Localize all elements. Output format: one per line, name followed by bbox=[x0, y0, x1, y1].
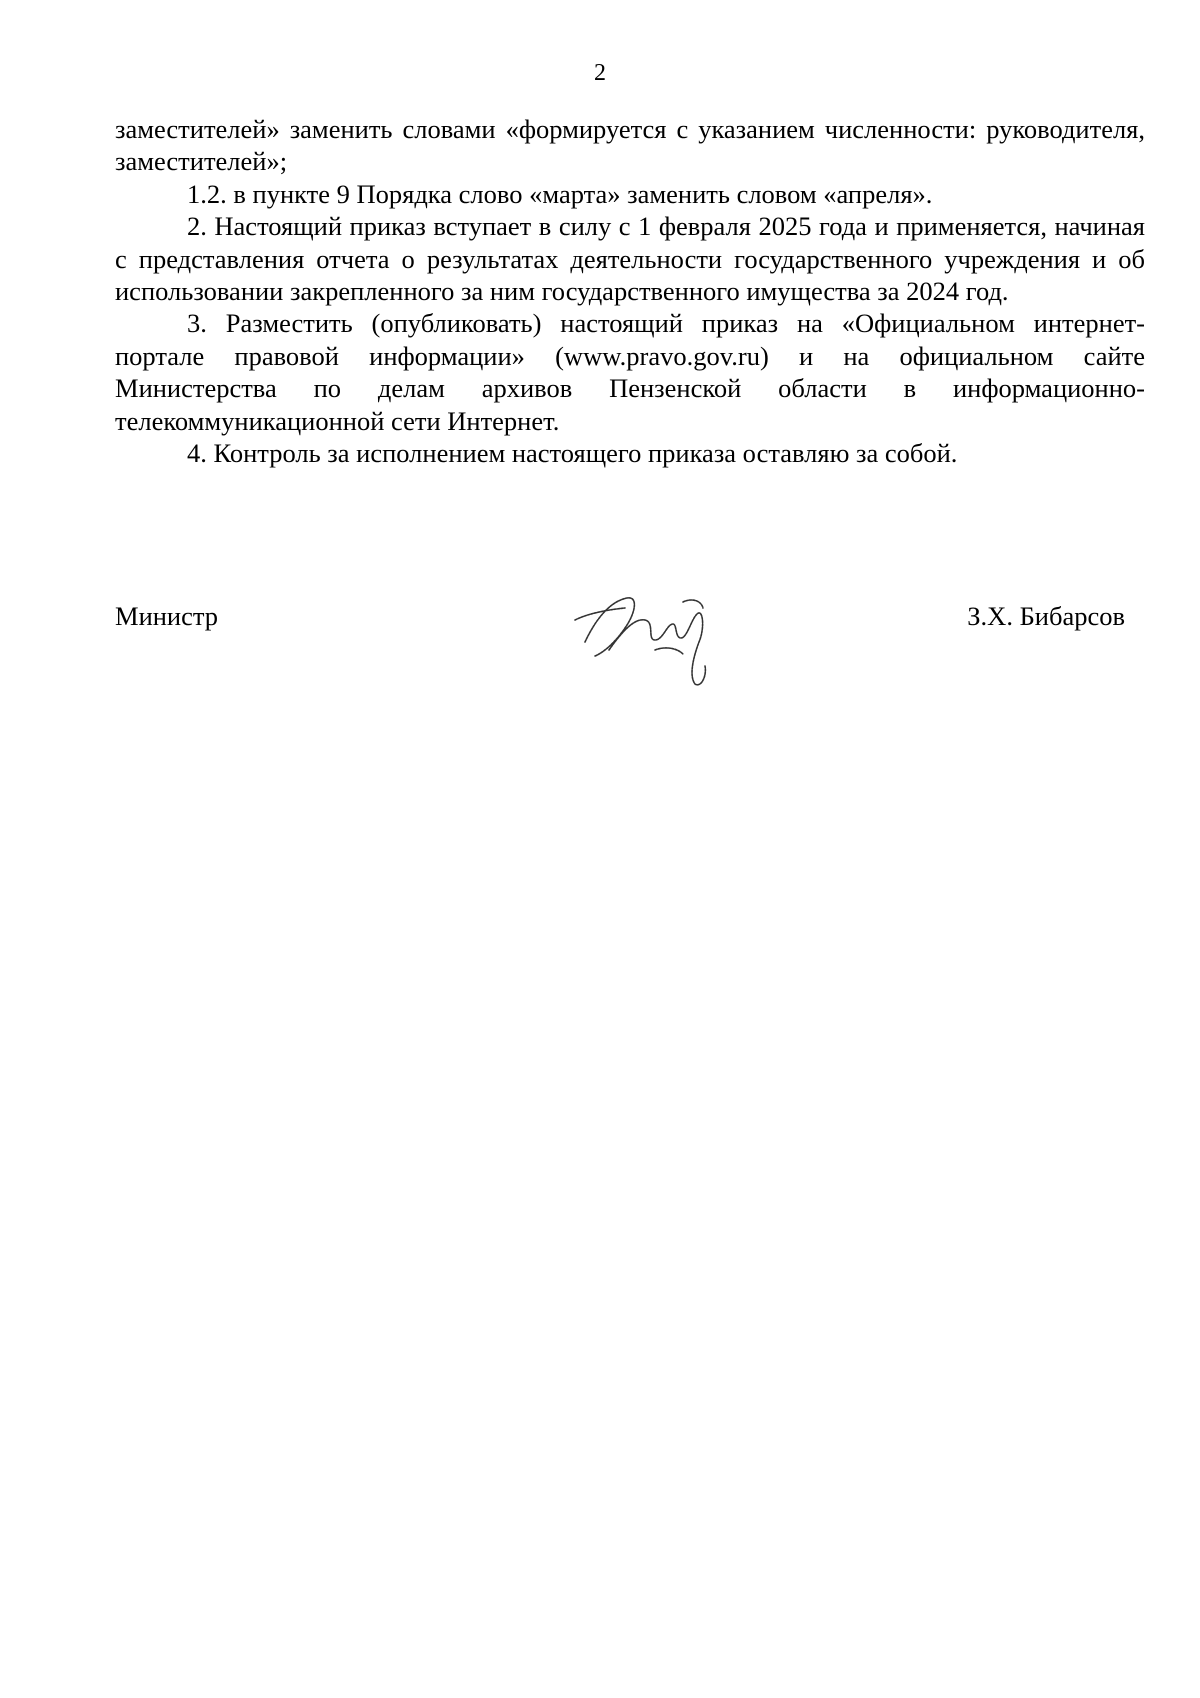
document-body bbox=[115, 113, 1145, 469]
page-number: 2 bbox=[594, 60, 606, 86]
paragraph-1-2: 1.2. в пункте 9 Порядка слово «марта» заменить словом «апреля». bbox=[187, 178, 933, 209]
paragraph-2: 2. Настоящий приказ вступает в силу с 1 февраля 2025 года и применяется, начиная с представления отчета о результатах деятельности государственного учреждения и об использовании закрепленного за ним государственного имущества за 2024 год. bbox=[115, 211, 1145, 307]
signature-block bbox=[115, 590, 1125, 700]
paragraph-continuation: заместителей» заменить словами «формируется с указанием численности: руководителя, заместителей»; bbox=[115, 114, 1145, 177]
paragraph-4: 4. Контроль за исполнением настоящего приказа оставляю за собой. bbox=[187, 438, 958, 469]
signatory-name: З.Х. Бибарсов bbox=[967, 601, 1125, 631]
signatory-position: Министр bbox=[115, 601, 219, 631]
paragraph-3: 3. Разместить (опубликовать) настоящий приказ на «Официальном интернет-портале правовой информации» (www.pravo.gov.ru) и на официальном сайте Министерства по делам архивов Пензенской области в информационно-телекоммуникационной сети Интернет. bbox=[115, 308, 1145, 436]
handwritten-signature bbox=[565, 580, 745, 690]
